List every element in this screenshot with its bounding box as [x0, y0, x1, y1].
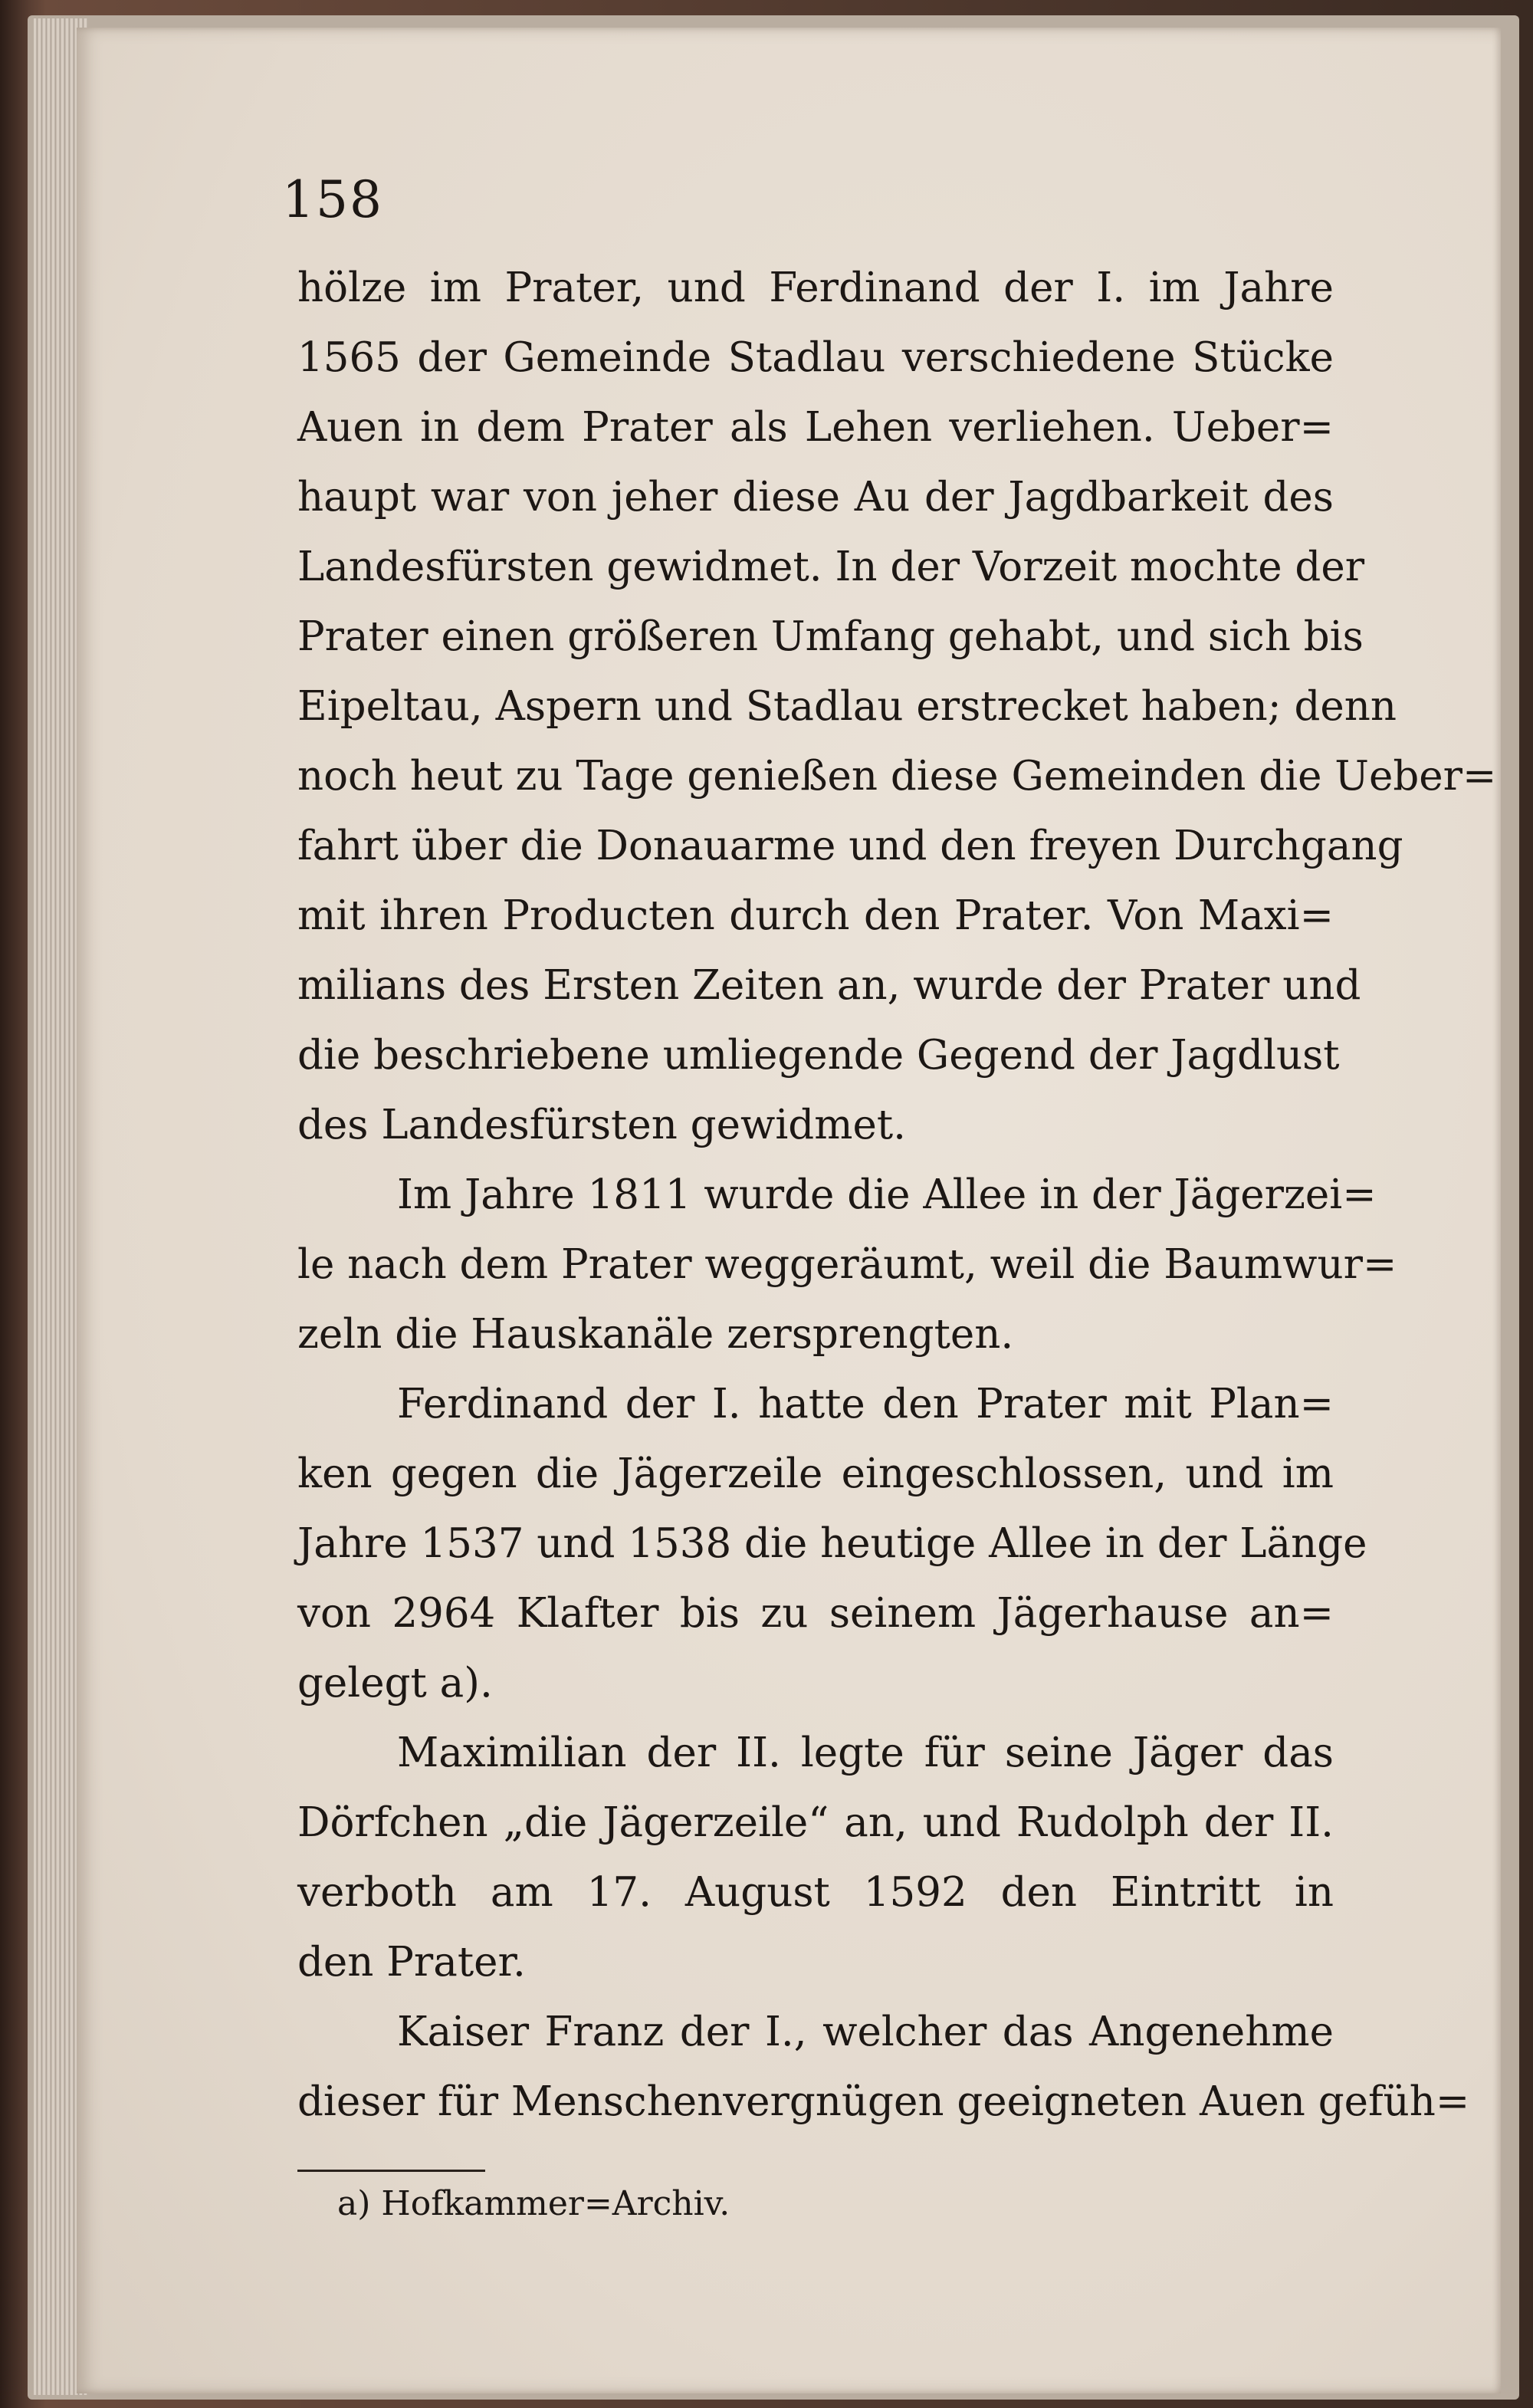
page-number: 158	[282, 170, 383, 229]
footnote-divider	[297, 2170, 485, 2172]
text-line: milians des Ersten Zeiten an, wurde der Prater und	[297, 962, 1361, 1009]
text-line: Auen in dem Prater als Lehen verliehen. Ueber=	[297, 404, 1334, 451]
text-line: Im Jahre 1811 wurde die Allee in der Jägerzei=	[397, 1171, 1377, 1218]
text-line: Kaiser Franz der I., welcher das Angenehme	[397, 2009, 1334, 2055]
text-line: des Landesfürsten gewidmet.	[297, 1102, 906, 1148]
text-line: 1565 der Gemeinde Stadlau verschiedene Stücke	[297, 334, 1334, 381]
text-line: Landesfürsten gewidmet. In der Vorzeit mochte der	[297, 544, 1365, 590]
text-line: mit ihren Producten durch den Prater. Von Maxi=	[297, 892, 1334, 939]
text-line: hölze im Prater, und Ferdinand der I. im Jahre	[297, 264, 1334, 311]
text-line: dieser für Menschenvergnügen geeigneten Auen gefüh=	[297, 2078, 1470, 2125]
footnote: a) Hofkammer=Archiv.	[337, 2184, 730, 2223]
body-text	[297, 253, 1497, 2137]
text-line: noch heut zu Tage genießen diese Gemeinden die Ueber=	[297, 753, 1497, 800]
text-line: le nach dem Prater weggeräumt, weil die Baumwur=	[297, 1241, 1397, 1288]
text-line: Dörfchen „die Jägerzeile“ an, und Rudolph der II.	[297, 1799, 1334, 1846]
text-line: ken gegen die Jägerzeile eingeschlossen, und im	[297, 1450, 1334, 1497]
text-line: Prater einen größeren Umfang gehabt, und sich bis	[297, 613, 1364, 660]
text-line: von 2964 Klafter bis zu seinem Jägerhause an=	[297, 1590, 1334, 1637]
text-line: fahrt über die Donauarme und den freyen Durchgang	[297, 823, 1403, 869]
text-line: Jahre 1537 und 1538 die heutige Allee in der Länge	[297, 1520, 1367, 1567]
text-line: Maximilian der II. legte für seine Jäger das	[397, 1730, 1334, 1776]
text-line: zeln die Hauskanäle zersprengten.	[297, 1311, 1014, 1358]
text-line: gelegt a).	[297, 1660, 493, 1707]
text-line: verboth am 17. August 1592 den Eintritt in	[297, 1869, 1334, 1916]
text-line: den Prater.	[297, 1939, 526, 1986]
text-line: Eipeltau, Aspern und Stadlau erstrecket haben; denn	[297, 683, 1397, 730]
text-line: die beschriebene umliegende Gegend der Jagdlust	[297, 1032, 1340, 1079]
text-line: haupt war von jeher diese Au der Jagdbarkeit des	[297, 474, 1334, 521]
text-line: Ferdinand der I. hatte den Prater mit Plan=	[397, 1381, 1334, 1427]
